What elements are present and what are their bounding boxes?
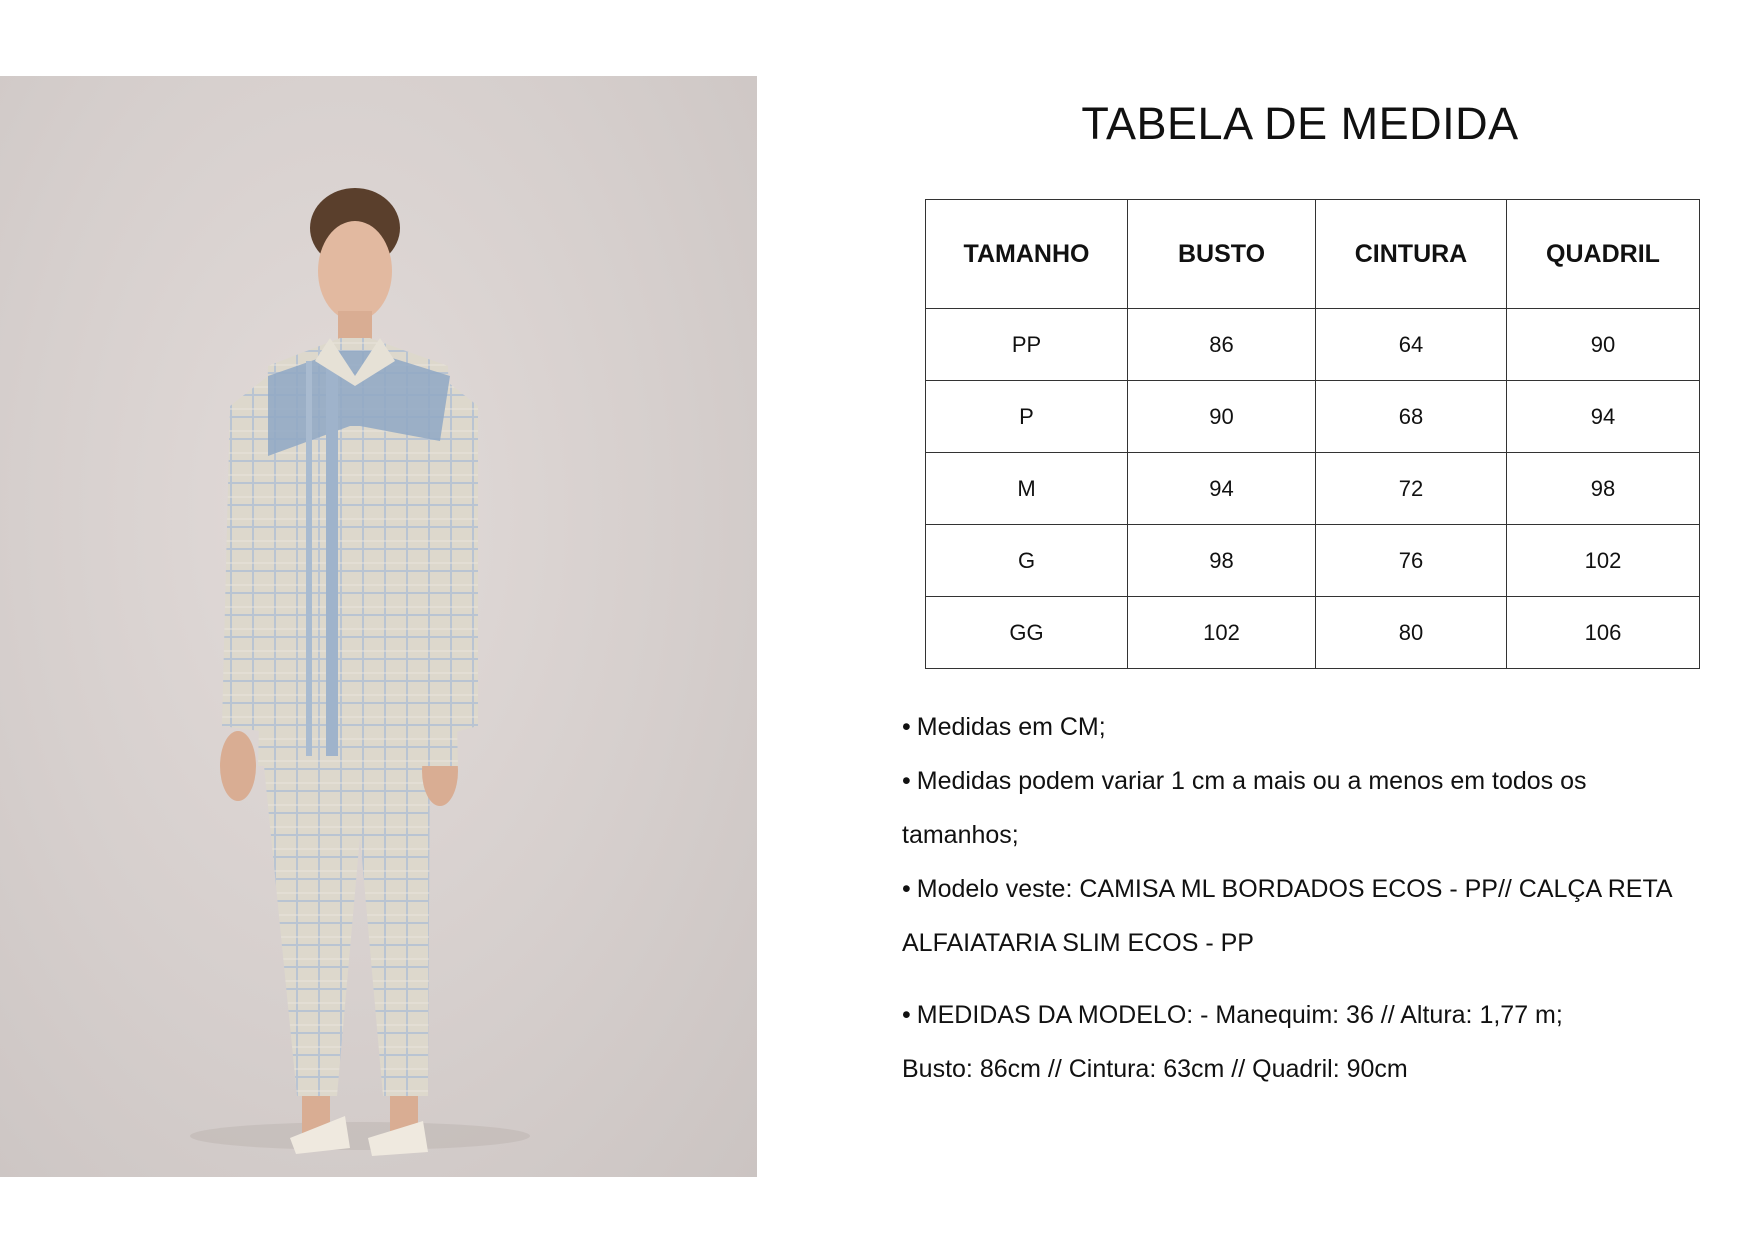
note-variation — [902, 754, 1702, 808]
header-quadril: QUADRIL — [1507, 200, 1700, 309]
model-illustration — [0, 76, 757, 1177]
cell-busto: 86 — [1128, 309, 1316, 381]
cell-size: G — [926, 525, 1128, 597]
cell-quadril: 98 — [1507, 453, 1700, 525]
notes-list — [902, 700, 1702, 1096]
cell-busto: 94 — [1128, 453, 1316, 525]
bullet-icon: • — [902, 875, 911, 903]
note-units — [902, 700, 1702, 754]
note-model-measures-cont: Busto: 86cm // Cintura: 63cm // Quadril: 90cm — [902, 1055, 1408, 1083]
header-tamanho: TAMANHO — [926, 200, 1128, 309]
model-photo — [0, 76, 757, 1177]
table-row — [926, 309, 1700, 381]
cell-quadril: 90 — [1507, 309, 1700, 381]
cell-cintura: 68 — [1316, 381, 1507, 453]
bullet-icon: • — [902, 713, 911, 741]
note-text: Modelo veste: CAMISA ML BORDADOS ECOS - PP// CALÇA RETA — [916, 875, 1673, 903]
table-row — [926, 381, 1700, 453]
bullet-icon: • — [902, 1001, 911, 1029]
note-text: Medidas em CM; — [916, 713, 1106, 741]
table-row — [926, 597, 1700, 669]
table-header-row — [926, 200, 1700, 309]
note-text: MEDIDAS DA MODELO: - Manequim: 36 // Altura: 1,77 m; — [916, 1001, 1563, 1029]
cell-size: P — [926, 381, 1128, 453]
note-model-wears-cont: ALFAIATARIA SLIM ECOS - PP — [902, 929, 1254, 957]
cell-size: GG — [926, 597, 1128, 669]
note-model-measures — [902, 988, 1702, 1042]
cell-busto: 90 — [1128, 381, 1316, 453]
table-row — [926, 525, 1700, 597]
note-model-wears — [902, 862, 1702, 916]
note-text: Medidas podem variar 1 cm a mais ou a menos em todos os — [916, 767, 1587, 795]
header-cintura: CINTURA — [1316, 200, 1507, 309]
cell-size: PP — [926, 309, 1128, 381]
cell-busto: 98 — [1128, 525, 1316, 597]
cell-quadril: 102 — [1507, 525, 1700, 597]
cell-quadril: 106 — [1507, 597, 1700, 669]
table-row — [926, 453, 1700, 525]
size-table — [925, 199, 1700, 669]
cell-cintura: 64 — [1316, 309, 1507, 381]
cell-cintura: 76 — [1316, 525, 1507, 597]
page-title: TABELA DE MEDIDA — [1081, 98, 1519, 149]
header-busto: BUSTO — [1128, 200, 1316, 309]
cell-cintura: 72 — [1316, 453, 1507, 525]
bullet-icon: • — [902, 767, 911, 795]
cell-quadril: 94 — [1507, 381, 1700, 453]
note-variation-cont: tamanhos; — [902, 821, 1019, 849]
cell-busto: 102 — [1128, 597, 1316, 669]
cell-cintura: 80 — [1316, 597, 1507, 669]
cell-size: M — [926, 453, 1128, 525]
